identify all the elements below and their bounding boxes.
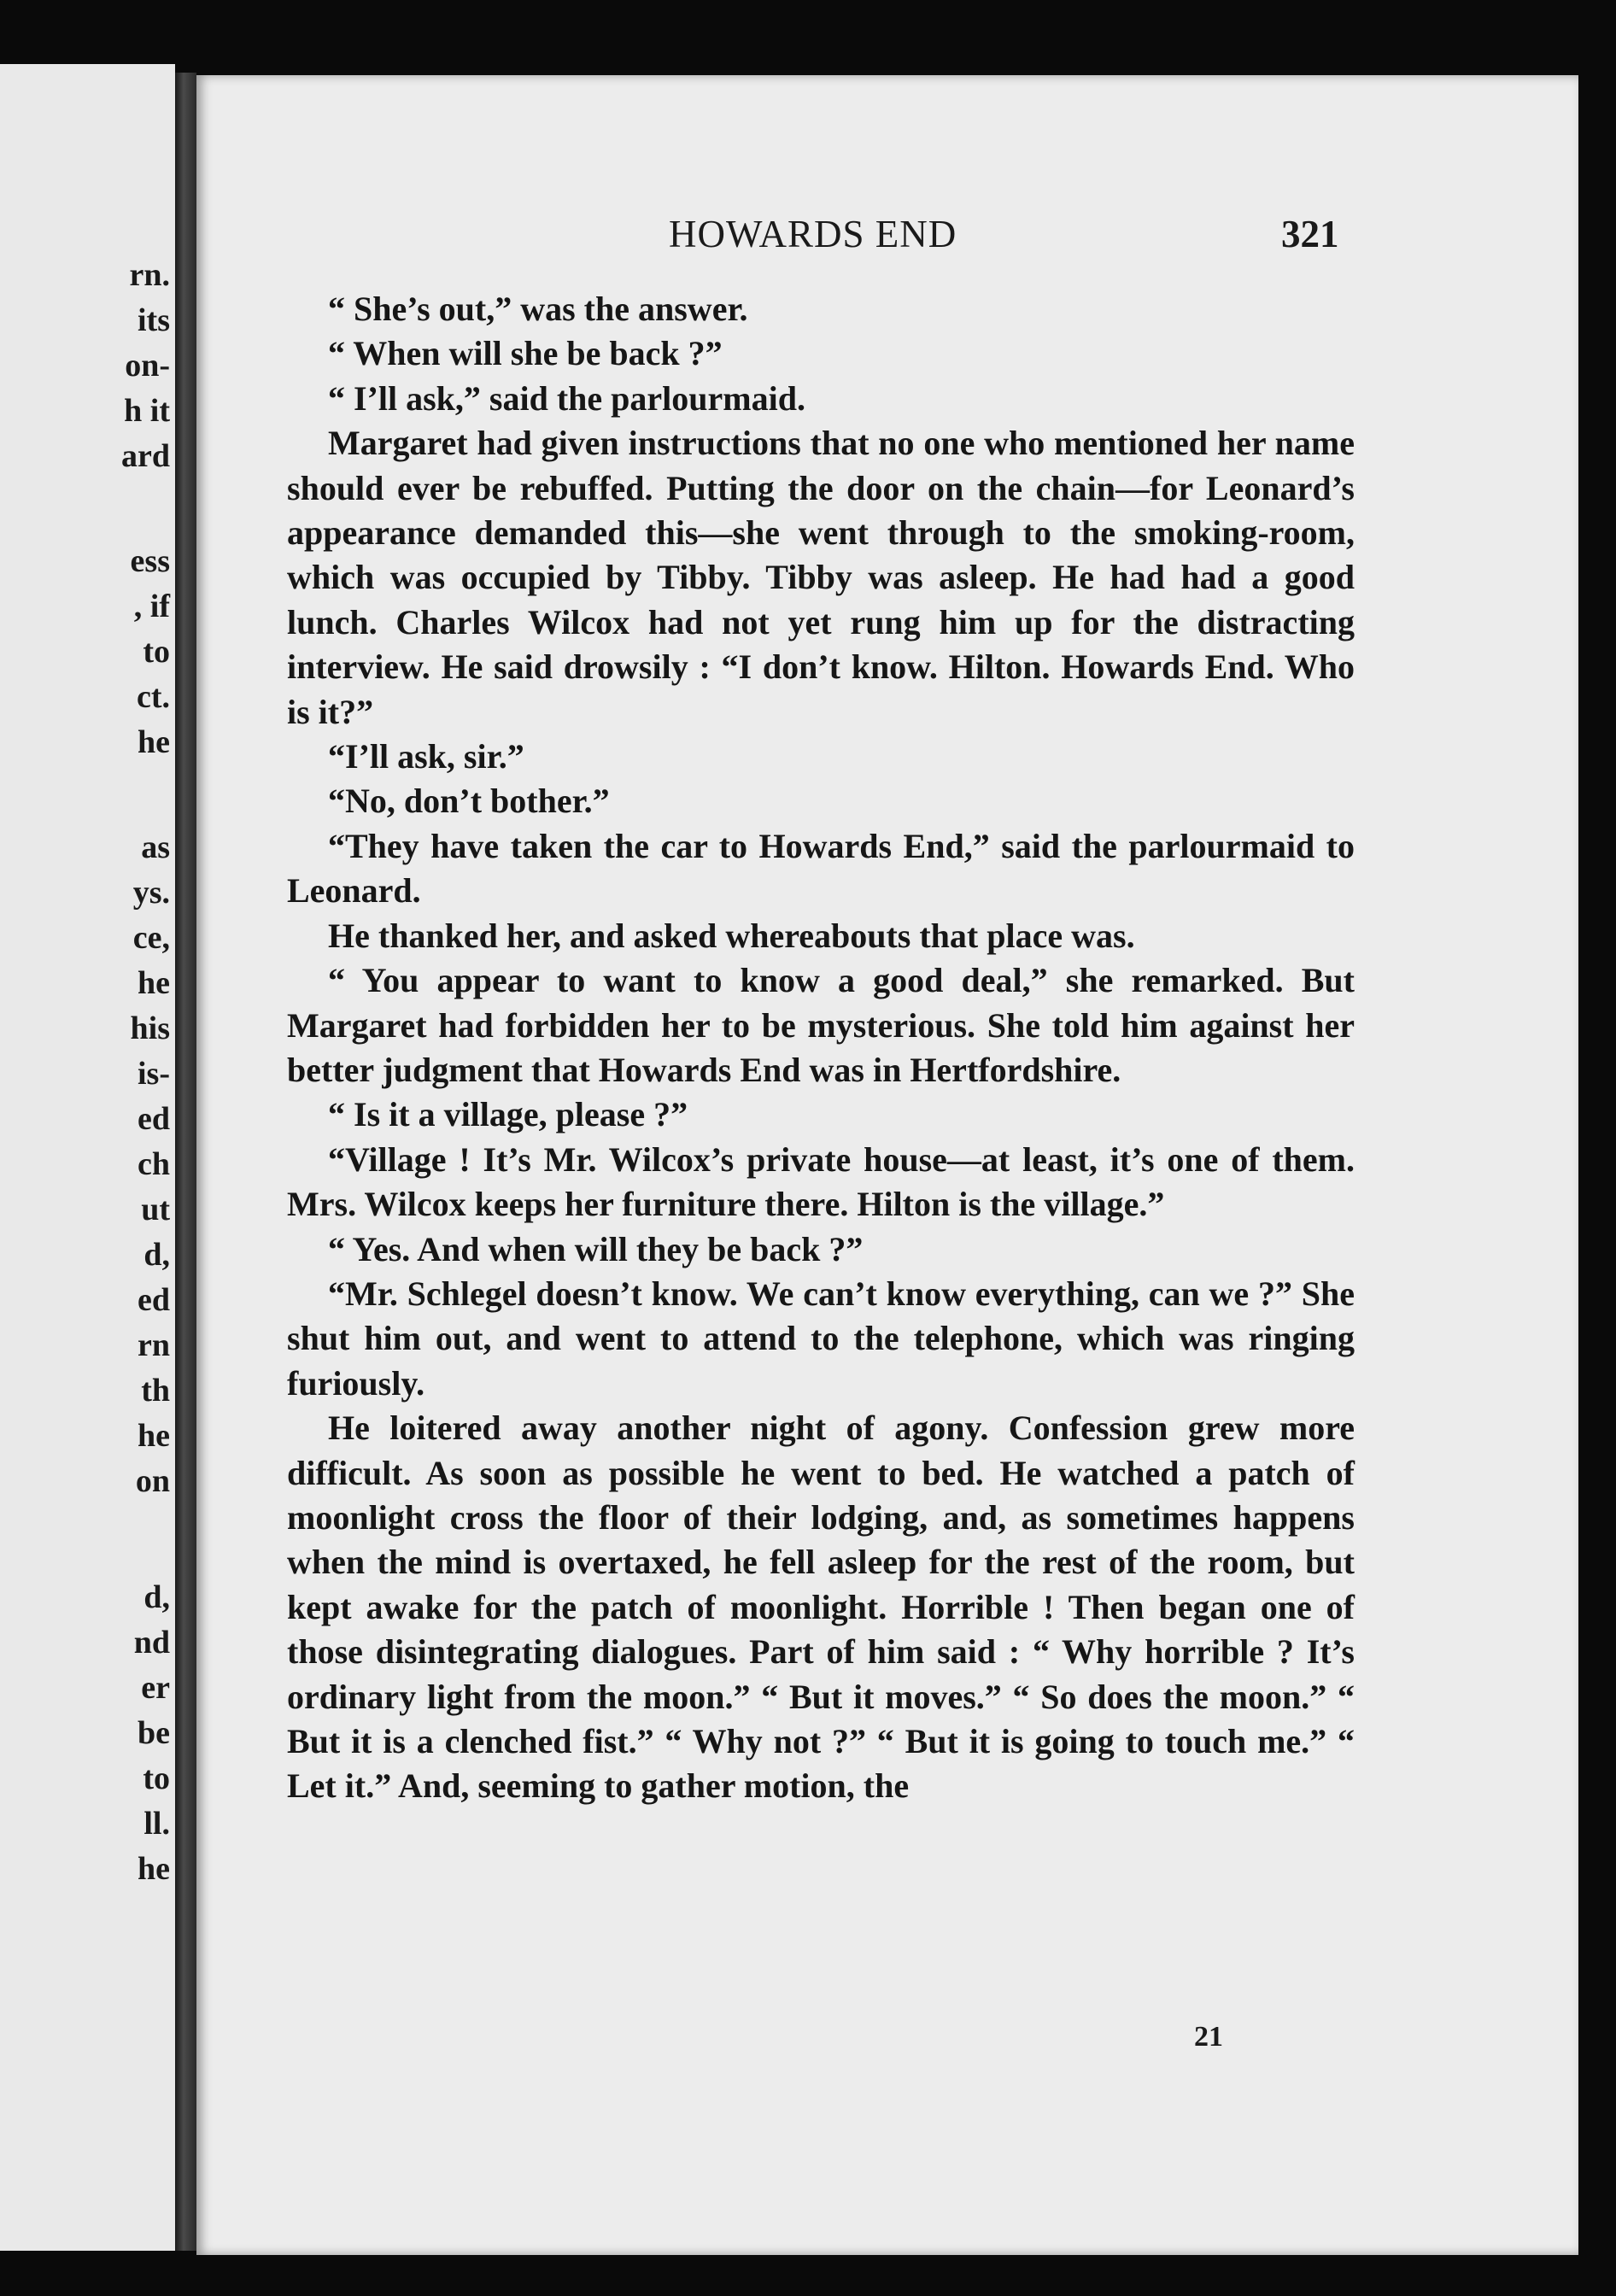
left-page-line: on- [125,348,170,384]
left-page-line: d, [143,1579,170,1615]
left-page-fragment [0,64,175,2251]
book-page [196,75,1578,2255]
left-page-line: he [138,724,170,760]
left-page-line: nd [133,1625,170,1660]
paragraph: Margaret had given instructions that no one who mentioned her name should ever be rebuffed. Putting the door on the chain—for Leonard’s appearance demanded this—she went through to the smoking-room, which was occupied by Tibby. Tibby was asleep. He had had a good lunch. Charles Wilcox had not yet rung him up for the distracting interview. He said drowsily : “I don’t know. Hilton. Howards End. Who is it?” [287,424,1355,731]
left-page-line: ys. [132,875,170,911]
left-page-line: ct. [136,679,170,715]
paragraph: “No, don’t bother.” [328,782,610,821]
left-page-line: he [138,1851,170,1887]
left-page-line: ll. [143,1806,170,1842]
paragraph: “Village ! It’s Mr. Wilcox’s private house—at least, it’s one of them. Mrs. Wilcox keeps her furniture there. Hilton is the village.” [287,1139,1355,1224]
paragraph: “ When will she be back ?” [328,334,723,373]
left-page-line: ard [121,438,170,474]
left-page-line: d, [143,1237,170,1273]
body-text [287,287,1355,1809]
left-page-line: ut [141,1192,170,1227]
left-page-line: rn [138,1327,170,1363]
paragraph: “ I’ll ask,” said the parlourmaid. [328,378,805,418]
left-page-line: ed [138,1282,170,1318]
left-page-line: on [135,1463,170,1499]
paragraph: “I’ll ask, sir.” [328,737,524,776]
left-page-line: , if [133,589,170,624]
left-page-line: th [141,1373,170,1409]
left-page-line: er [141,1670,170,1706]
left-page-line: to [143,634,170,670]
left-page-line: to [143,1760,170,1796]
left-page-line: his [130,1010,170,1046]
left-page-line: be [138,1715,170,1751]
paragraph: “Mr. Schlegel doesn’t know. We can’t know everything, can we ?” She shut him out, and went to attend to the telephone, which was ringing furiously. [287,1274,1355,1403]
left-page-line: h it [124,393,170,429]
book-gutter [175,73,196,2251]
paragraph: “They have taken the car to Howards End,” said the parlourmaid to Leonard. [287,826,1355,911]
paragraph: “ You appear to want to know a good deal,” she remarked. But Margaret had forbidden her to be mysterious. She told him against her better judgment that Howards End was in Hertfordshire. [287,961,1355,1089]
left-page-line: rn. [129,257,170,293]
paragraph: “ Is it a village, please ?” [328,1095,688,1134]
page-header [196,212,1578,272]
left-page-line: is- [138,1056,170,1092]
left-page-line: ed [138,1101,170,1137]
left-page-line: ch [138,1146,170,1182]
paragraph: “ Yes. And when will they be back ?” [328,1229,864,1268]
left-page-line: its [138,302,170,338]
left-page-line: as [141,829,170,865]
paragraph: “ She’s out,” was the answer. [328,290,748,328]
paragraph: He loitered away another night of agony. Confession grew more difficult. As soon as possible he went to bed. He watched a patch of moonlight cross the floor of their lodging, and, as sometimes happens when the mind is overtaxed, he fell asleep for the rest of the room, but kept awake for the patch of moonlight. Horrible ! Then began one of those disintegrating dialogues. Part of him said : “ Why horrible ? It’s ordinary light from the moon.” “ But it moves.” “ So does the moon.” “ But it is a clenched fist.” “ Why not ?” “ But it is going to touch me.” “ Let it.” And, seeming to gather motion, the [287,1409,1355,1806]
left-page-line: he [138,965,170,1001]
left-page-line: ess [130,543,170,579]
left-page-line: ce, [132,920,170,956]
page-number: 321 [1281,213,1339,255]
signature-mark: 21 [1194,2021,1223,2053]
paragraph: He thanked her, and asked whereabouts that place was. [328,916,1135,955]
running-title: HOWARDS END [669,213,957,255]
left-page-line: he [138,1418,170,1454]
